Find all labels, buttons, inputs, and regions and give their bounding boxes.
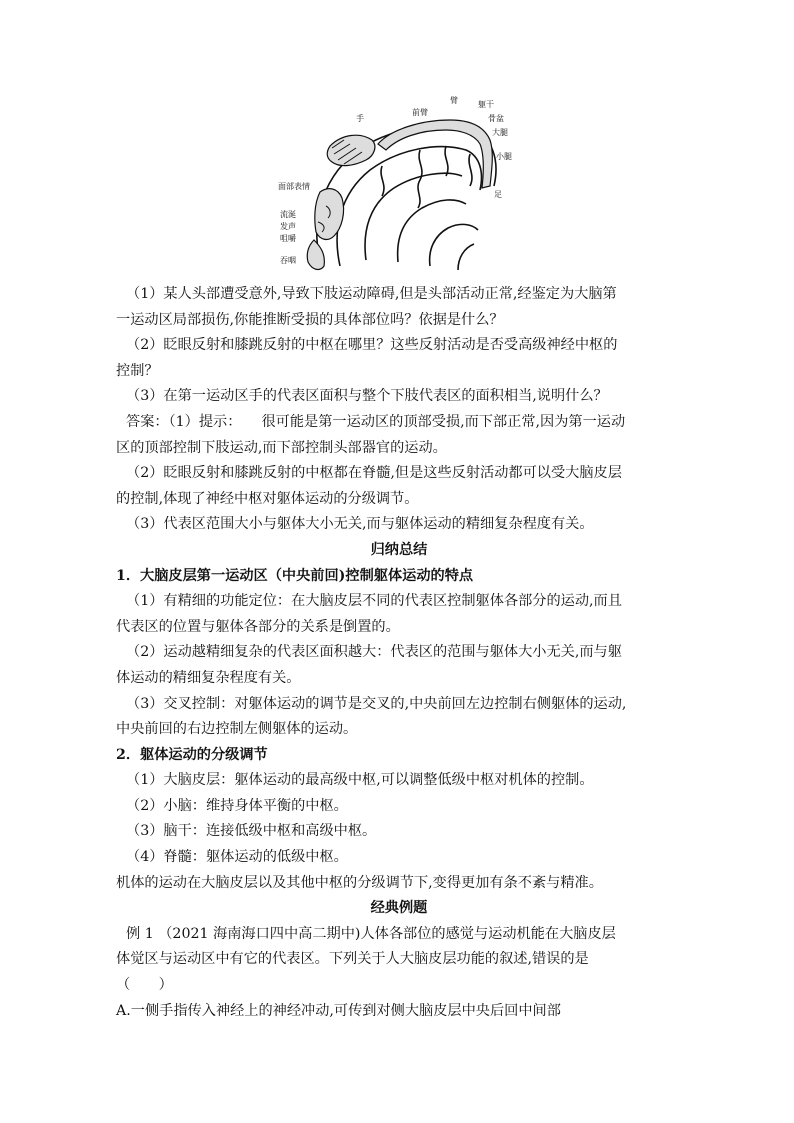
label-foot: 足 [494, 190, 502, 199]
summary-heading: 归纳总结 [370, 541, 428, 558]
example-1-line-2: 体觉区与运动区中有它的代表区。下列关于人大脑皮层功能的叙述,错误的是 [116, 951, 589, 968]
label-face: 面部表情 [278, 182, 310, 191]
answer-2-line-2: 的控制,体现了神经中枢对躯体运动的分级调节。 [116, 490, 419, 507]
question-3: （3）在第一运动区手的代表区面积与整个下肢代表区的面积相当,说明什么？ [126, 388, 608, 405]
question-2-line-1: （2）眨眼反射和膝跳反射的中枢在哪里？这些反射活动是否受高级神经中枢的 [126, 337, 618, 354]
example-1-option-a: A.一侧手指传入神经上的神经冲动,可传到对侧大脑皮层中央后回中间部 [116, 1002, 561, 1019]
summary-section-2-title: 2．躯体运动的分级调节 [116, 746, 268, 763]
question-1-line-2: 一运动区局部损伤,你能推断受损的具体部位吗？依据是什么？ [116, 311, 504, 328]
question-1-line-1: （1）某人头部遭受意外,导致下肢运动障碍,但是头部活动正常,经鉴定为大脑第 [126, 286, 617, 302]
answer-1-line-2: 区的顶部控制下肢运动,而下部控制头部器官的运动。 [116, 439, 447, 456]
label-voice: 发声 [280, 222, 296, 231]
answer-2-line-1: （2）眨眼反射和膝跳反射的中枢都在脊髓,但是这些反射活动都可以受大脑皮层 [126, 465, 622, 482]
document-body [116, 282, 682, 1024]
summary-2-2: （2）小脑：维持身体平衡的中枢。 [126, 797, 348, 814]
label-forearm: 前臂 [412, 108, 428, 117]
label-pelvis: 骨盆 [488, 114, 504, 123]
answer-3: （3）代表区范围大小与躯体大小无关,而与躯体运动的精细复杂程度有关。 [126, 516, 594, 533]
summary-1-1-line-2: 代表区的位置与躯体各部分的关系是倒置的。 [116, 618, 400, 635]
answer-1-line-1 [116, 410, 682, 436]
summary-1-2-line-2: 体运动的精细复杂程度有关。 [116, 669, 301, 686]
label-trunk: 躯干 [478, 100, 494, 109]
summary-1-1-line-1: （1）有精细的功能定位：在大脑皮层不同的代表区控制躯体各部分的运动,而且 [126, 593, 622, 610]
motor-homunculus-figure [270, 90, 530, 282]
label-calf: 小腿 [496, 152, 512, 161]
question-2-line-2: 控制？ [116, 362, 159, 379]
summary-1-3-line-2: 中央前回的右边控制左侧躯体的运动。 [116, 721, 358, 738]
label-swallow: 吞咽 [280, 256, 296, 265]
answer-1-text: 很可能是第一运动区的顶部受损,而下部正常,因为第一运动 [261, 413, 626, 430]
summary-2-3: （3）脑干：连接低级中枢和高级中枢。 [126, 823, 377, 840]
summary-conclusion: 机体的运动在大脑皮层以及其他中枢的分级调节下,变得更加有条不紊与精准。 [116, 874, 603, 891]
summary-section-1-title: 1．大脑皮层第一运动区（中央前回)控制躯体运动的特点 [116, 567, 474, 584]
summary-1-3-line-1: （3）交叉控制：对躯体运动的调节是交叉的,中央前回左边控制右侧躯体的运动, [126, 695, 627, 712]
example-1-blank: （ ） [116, 977, 173, 994]
answer-prefix: 答案：（1）提示： [126, 413, 242, 430]
label-arm: 臂 [450, 96, 458, 105]
example-1-line-1: 例 1 （2021 海南海口四中高二期中)人体各部位的感觉与运动机能在大脑皮层 [126, 925, 616, 942]
example-heading: 经典例题 [370, 900, 428, 917]
label-chew: 咀嚼 [280, 234, 296, 243]
label-thigh: 大腿 [492, 128, 508, 137]
summary-2-1: （1）大脑皮层：躯体运动的最高级中枢,可以调整低级中枢对机体的控制。 [126, 772, 594, 789]
summary-1-2-line-1: （2）运动越精细复杂的代表区面积越大：代表区的范围与躯体大小无关,而与躯 [126, 644, 622, 661]
summary-2-4: （4）脊髓：躯体运动的低级中枢。 [126, 849, 348, 866]
label-salivate: 流涎 [280, 210, 296, 219]
label-hand: 手 [356, 114, 364, 123]
